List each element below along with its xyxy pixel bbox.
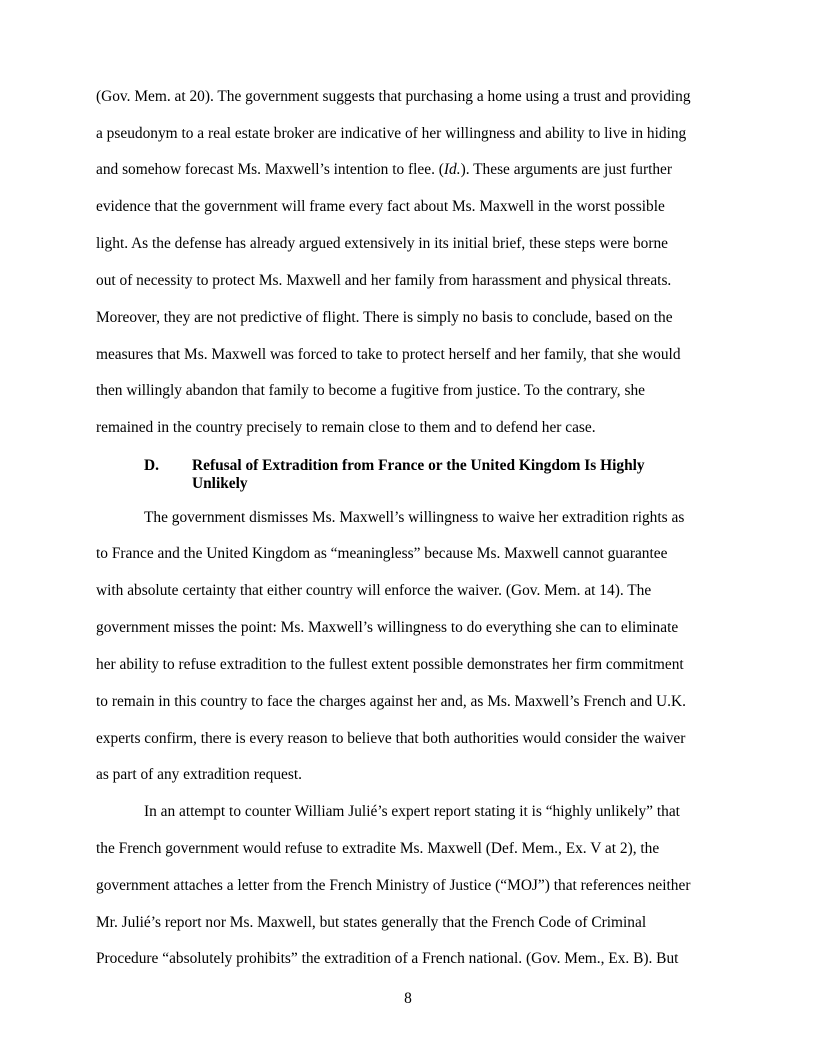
text-segment: ). These arguments are just further	[460, 161, 673, 178]
section-heading-line: Unlikely	[192, 475, 248, 492]
text-line: remained in the country precisely to remain close to them and to defend her case.	[96, 419, 596, 436]
text-line: (Gov. Mem. at 20). The government suggests that purchasing a home using a trust and providing	[96, 88, 691, 105]
text-line: to France and the United Kingdom as “meaningless” because Ms. Maxwell cannot guarantee	[96, 545, 668, 562]
text-line: Mr. Julié’s report nor Ms. Maxwell, but states generally that the French Code of Criminal	[96, 914, 647, 931]
section-heading-line: Refusal of Extradition from France or the United Kingdom Is Highly	[192, 457, 645, 474]
text-line: Procedure “absolutely prohibits” the extradition of a French national. (Gov. Mem., Ex. B). But	[96, 950, 679, 967]
text-line	[96, 161, 672, 179]
text-line: a pseudonym to a real estate broker are indicative of her willingness and ability to live in hiding	[96, 125, 687, 142]
text-line: government misses the point: Ms. Maxwell’s willingness to do everything she can to eliminate	[96, 619, 679, 636]
page-number: 8	[404, 990, 412, 1007]
text-line: to remain in this country to face the charges against her and, as Ms. Maxwell’s French and U.K.	[96, 693, 686, 710]
text-line: measures that Ms. Maxwell was forced to take to protect herself and her family, that she would	[96, 346, 681, 363]
text-line: Moreover, they are not predictive of flight. There is simply no basis to conclude, based on the	[96, 309, 673, 326]
citation-id: Id.	[443, 161, 461, 178]
text-line: her ability to refuse extradition to the fullest extent possible demonstrates her firm commitment	[96, 656, 684, 673]
text-line: experts confirm, there is every reason to believe that both authorities would consider the waiver	[96, 730, 686, 747]
text-line: then willingly abandon that family to become a fugitive from justice. To the contrary, she	[96, 382, 645, 399]
text-line: government attaches a letter from the French Ministry of Justice (“MOJ”) that references neither	[96, 877, 691, 894]
text-line: with absolute certainty that either country will enforce the waiver. (Gov. Mem. at 14). The	[96, 582, 652, 599]
text-line: The government dismisses Ms. Maxwell’s willingness to waive her extradition rights as	[144, 509, 685, 526]
text-line: In an attempt to counter William Julié’s expert report stating it is “highly unlikely” that	[144, 803, 680, 820]
text-line: as part of any extradition request.	[96, 766, 302, 783]
text-line: the French government would refuse to extradite Ms. Maxwell (Def. Mem., Ex. V at 2), the	[96, 840, 660, 857]
section-letter: D.	[144, 457, 159, 474]
text-segment: and somehow forecast Ms. Maxwell’s intention to flee. (	[96, 161, 444, 178]
text-line: evidence that the government will frame every fact about Ms. Maxwell in the worst possible	[96, 198, 665, 215]
text-line: light. As the defense has already argued extensively in its initial brief, these steps were borne	[96, 235, 668, 252]
text-line: out of necessity to protect Ms. Maxwell and her family from harassment and physical threats.	[96, 272, 672, 289]
